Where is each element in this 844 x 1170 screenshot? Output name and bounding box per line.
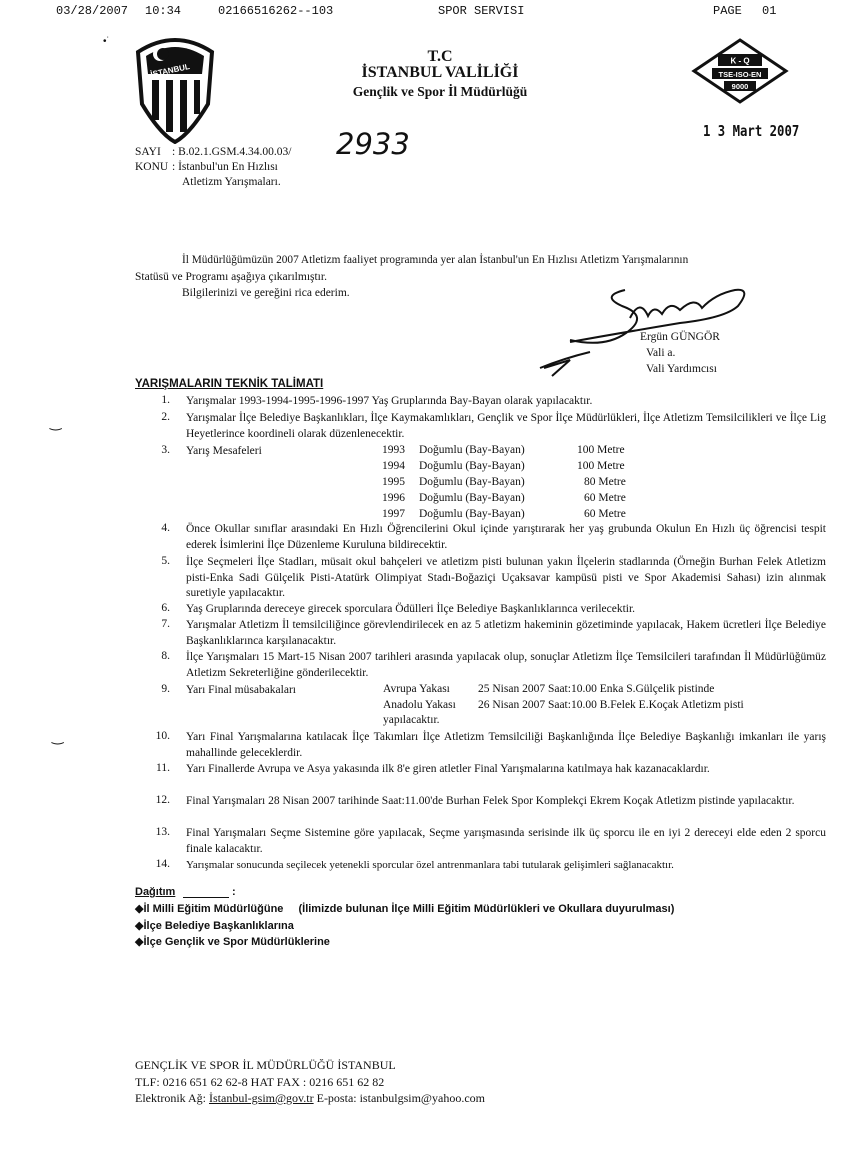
distribution-underline (183, 897, 229, 898)
fax-page-label: PAGE (713, 4, 742, 18)
category-label: Doğumlu (Bay-Bayan) (419, 508, 525, 520)
distribution-colon: : (232, 886, 236, 898)
distribution-note: (İlimizde bulunan İlçe Milli Eğitim Müdürlükleri ve Okullara duyurulması) (298, 903, 675, 915)
birth-year: 1994 (382, 460, 405, 472)
semifinal-asia-detail: 26 Nisan 2007 Saat:10.00 B.Felek E.Koçak Atletizm pisti (478, 699, 744, 711)
distribution-line-1 (135, 902, 674, 915)
race-distance: 100 Metre (577, 460, 625, 472)
item-number: 4. (161, 522, 170, 534)
item-number: 10. (155, 730, 170, 742)
body-line-3: Bilgilerinizi ve gereğini rica ederim. (182, 287, 350, 299)
race-distance: 60 Metre (584, 492, 626, 504)
footer-line-2: TLF: 0216 651 62 62-8 HAT FAX : 0216 651 62 82 (135, 1075, 385, 1089)
logo-text: İSTANBUL (149, 61, 191, 80)
distribution-recipient-2: İlçe Belediye Başkanlıklarına (143, 920, 294, 932)
category-label: Doğumlu (Bay-Bayan) (419, 476, 525, 488)
item-text: Yarışmalar İlçe Belediye Başkanlıkları, İlçe Kaymakamlıkları, Gençlik ve Spor İlçe Müdürlükleri, İlçe Atletizm Temsilcilikleri ve İlçe Lig Heyetlerince koordineli olarak düzenlenecektir. (186, 412, 826, 440)
quality-stamp (690, 38, 790, 104)
item-number: 2. (161, 411, 170, 423)
item-number: 5. (161, 555, 170, 567)
margin-mark: ‿ (50, 414, 62, 430)
distribution-recipient-3: İlçe Gençlik ve Spor Müdürlüklerine (143, 936, 330, 948)
item-number: 13. (155, 826, 170, 838)
item-text: Yarışmalar Atletizm İl temsilciliğince görevlendirilecek en az 5 atletizm hakeminin gözetiminde yapılacak, Hakem ücretleri İlçe Belediye Başkanlıklarınca karşılanacaktır. (186, 619, 826, 647)
item-text: Yarış Mesafeleri (186, 445, 262, 457)
birth-year: 1996 (382, 492, 405, 504)
body-line-2: Statüsü ve Programı aşağıya çıkarılmıştır. (135, 271, 327, 283)
item-text: Yarı Finallerde Avrupa ve Asya yakasında ilk 8'e giren atletler Final Yarışmalarına katılmaya hak kazanacaklardır. (186, 763, 710, 775)
fax-number: 02166516262--103 (218, 4, 334, 18)
diamond-bullet-icon: ◆ (135, 936, 144, 948)
race-distance: 100 Metre (577, 444, 625, 456)
birth-year: 1993 (382, 444, 405, 456)
item-text: Yarı Final Yarışmalarına katılacak İlçe Takımları İlçe Atletizm Temsilciliği Başkanlığında İlçe Belediye Başkanlığı imkanları ile yarış mahallinde geleceklerdir. (186, 731, 826, 759)
konu-label: KONU (135, 161, 169, 173)
stamp-line-2: TSE-ISO-EN (718, 70, 762, 79)
signatory-title-1: Vali a. (646, 347, 676, 359)
item-number: 3. (161, 444, 170, 456)
konu-line-1: : İstanbul'un En Hızlısı (172, 161, 278, 173)
item-text: Önce Okullar sınıflar arasındaki En Hızlı Öğrencilerini Okul içinde yarıştırarak her yaş grubunda Okulun En Hızlı üç öğrencisi tespit ederek İsimlerini İlçe Düzenleme Kuruluna bildirecektir. (186, 523, 826, 551)
item-text: Yaş Gruplarında dereceye girecek sporculara Ödülleri İlçe Belediye Başkanlıklarınca verilecektir. (186, 603, 636, 615)
item-text: İlçe Yarışmaları 15 Mart-15 Nisan 2007 tarihleri arasında yapılacak olup, sonuçlar Atletizm İlçe Temsilcileri tarafından İl Müdürlüğümüz Atletizm Sekreterliğine gönderilecektir. (186, 651, 826, 679)
club-logo (130, 34, 220, 144)
date-stamp: 1 3 Mart 2007 (703, 122, 800, 140)
stamp-line-1: K - Q (730, 56, 750, 66)
birth-year: 1997 (382, 508, 405, 520)
item-number: 1. (161, 394, 170, 406)
category-label: Doğumlu (Bay-Bayan) (419, 444, 525, 456)
birth-year: 1995 (382, 476, 405, 488)
semifinal-continuation: yapılacaktır. (383, 714, 440, 726)
item-number: 14. (155, 858, 170, 870)
footer-network-link[interactable]: İstanbul-gsim@gov.tr (209, 1091, 314, 1105)
distribution-title: Dağıtım (135, 886, 176, 898)
footer-line-1: GENÇLİK VE SPOR İL MÜDÜRLÜĞÜ İSTANBUL (135, 1058, 396, 1072)
semifinal-asia-label: Anadolu Yakası (383, 699, 456, 711)
footer-email: E-posta: istanbulgsim@yahoo.com (316, 1091, 485, 1105)
body-line-1: İl Müdürlüğümüzün 2007 Atletizm faaliyet programında yer alan İstanbul'un En Hızlısı Atletizm Yarışmalarının (182, 254, 689, 266)
item-text: Final Yarışmaları Seçme Sistemine göre yapılacak, Seçme yarışmasında serisinde ilk üç sporcu ile en iyi 2 dereceyi elde eden 2 sporcu finale kalacaktır. (186, 827, 826, 855)
letterhead-tc: T.C (427, 48, 453, 65)
fax-page-number: 01 (762, 4, 777, 18)
item-number: 9. (161, 683, 170, 695)
item-number: 6. (161, 602, 170, 614)
item-number: 8. (161, 650, 170, 662)
footer-network-label: Elektronik Ağ: (135, 1091, 206, 1105)
item-text: Final Yarışmaları 28 Nisan 2007 tarihinde Saat:11.00'de Burhan Felek Spor Komplekçi Ekrem Koçak Atletizm pistinde yapılacaktır. (186, 795, 795, 807)
diamond-bullet-icon: ◆ (135, 903, 144, 915)
semifinal-europe-label: Avrupa Yakası (383, 683, 450, 695)
item-text: Yarışmalar sonucunda seçilecek yetenekli sporcular özel antrenmanlara tabi tutularak gelişimleri sağlanacaktır. (186, 859, 674, 871)
race-distance: 80 Metre (584, 476, 626, 488)
signatory-title-2: Vali Yardımcısı (646, 363, 717, 375)
race-distance: 60 Metre (584, 508, 626, 520)
sayi-value: : B.02.1.GSM.4.34.00.03/ (172, 146, 292, 158)
item-text: Yarı Final müsabakaları (186, 684, 296, 696)
letterhead-title: İSTANBUL VALİLİĞİ (361, 64, 519, 81)
item-number: 12. (155, 794, 170, 806)
footer-line-3 (135, 1091, 485, 1106)
letterhead-subtitle: Gençlik ve Spor İl Müdürlüğü (352, 84, 528, 99)
item-number: 7. (161, 618, 170, 630)
stamp-line-3: 9000 (731, 82, 749, 91)
section-title: YARIŞMALARIN TEKNİK TALİMATI (135, 378, 324, 390)
handwritten-number: 2933 (336, 127, 410, 161)
category-label: Doğumlu (Bay-Bayan) (419, 460, 525, 472)
item-text: Yarışmalar 1993-1994-1995-1996-1997 Yaş Gruplarında Bay-Bayan olarak yapılacaktır. (186, 395, 593, 407)
sayi-label: SAYI (135, 146, 161, 158)
distribution-line-3 (135, 935, 330, 948)
item-number: 11. (156, 762, 170, 774)
distribution-line-2 (135, 919, 294, 932)
fax-date: 03/28/2007 (56, 4, 129, 18)
corner-mark: •˙ (103, 36, 110, 47)
fax-time: 10:34 (145, 4, 182, 18)
semifinal-europe-detail: 25 Nisan 2007 Saat:10.00 Enka S.Gülçelik pistinde (478, 683, 715, 695)
item-text: İlçe Seçmeleri İlçe Stadları, müsait okul bahçeleri ve atletizm pisti bulunan yakın İlçelerin stadlarında (Örneğin Burhan Felek Atletizm pisti-Enka Sadi Gülçelik Pisti-Atatürk Olimpiyat Stadı-Boğaziçi Uçaksavar kampüsü pisti ve Spor Akademisi Sahası) izin alınmak suretiyle yapılacaktır. (186, 556, 826, 599)
fax-sender: SPOR SERVISI (438, 4, 525, 18)
konu-line-2: Atletizm Yarışmaları. (182, 176, 281, 188)
margin-mark: ‿ (52, 728, 64, 744)
signatory-name: Ergün GÜNGÖR (640, 331, 720, 343)
diamond-bullet-icon: ◆ (135, 920, 144, 932)
distribution-recipient-1: İl Milli Eğitim Müdürlüğüne (143, 903, 284, 915)
category-label: Doğumlu (Bay-Bayan) (419, 492, 525, 504)
